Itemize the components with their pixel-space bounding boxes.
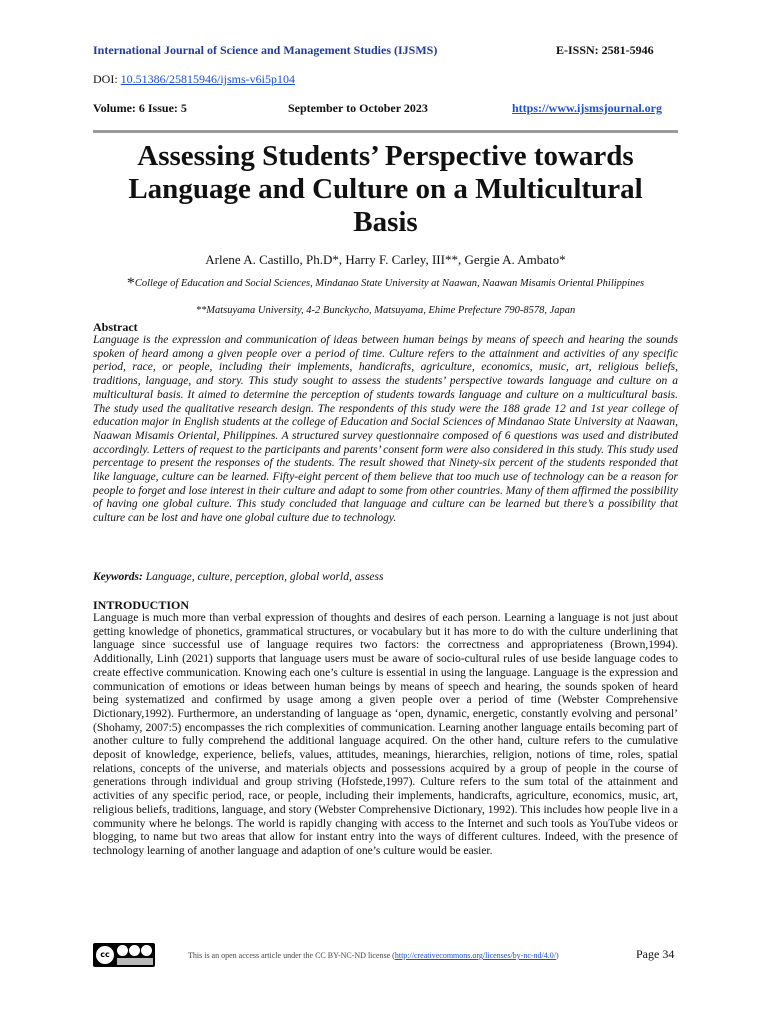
affiliation-2: **Matsuyama University, 4-2 Bunckycho, Matsuyama, Ehime Prefecture 790-8578, Japan — [195, 305, 576, 316]
publication-period: September to October 2023 — [288, 101, 428, 115]
abstract-text: Language is the expression and communication of ideas between human beings by means of speech and hearing the sounds spoken of heard among a given people over a period of time. Culture refers to the attainment and activities of any specific period, race, or people, including their implements, handicrafts, agriculture, economics, music, art, religious beliefs, traditions, language, and story. This study sought to assess the students’ perspective towards language and culture on a multicultural basis. It aimed to determine the perception of students towards language and culture on a multicultural basis. The study used the qualitative research design. The respondents of this study were the 188 grade 12 and 1st year college of education major in English students at the college of Education and Social Sciences of Mindanao State University at Naawan, Naawan Misamis Oriental, Philippines. A structured survey questionnaire composed of 6 questions was used and distributed accordingly. Letters of request to the participants and parents’ consent form were also considered in this study. This study used percentage to present the responses of the students. The result showed that Ninety-six percent of the students responded that like language, culture can be learned. Fifty-eight percent of them believe that too much use of technology can be a reason for people to forget and lose interest in their culture and adapt to some from other countries. Many of them affirmed the possibility of having one global culture. This study concluded that language and culture can be learned but there’s a possibility that culture can be lost and have one global culture due to technology. — [93, 334, 678, 525]
affiliation-1-text: College of Education and Social Sciences, Mindanao State University at Naawan, Naawan Misamis Oriental Philippines — [134, 278, 645, 289]
doi-label: DOI: — [93, 72, 121, 86]
keywords — [93, 571, 678, 583]
keywords-label: Keywords: — [93, 571, 143, 583]
cc-icon: cc — [96, 946, 114, 964]
article-title: Assessing Students’ Perspective towards Language and Culture on a Multicultural Basis — [128, 140, 643, 238]
doi-line — [93, 72, 295, 87]
introduction-text: Language is much more than verbal expression of thoughts and desires of each person. Learning a language is not just about getting knowledge of phonetics, grammatical structures, or vocabulary but it has more to do with the culture underlining that language since successful use of language requires two factors: the correctness and appropriateness (Brown,1994). Additionally, Linh (2021) supports that language users must be aware of socio-cultural rules of use beside language codes to create effective communication. Knowing each one’s culture is essential in using the language. Language is the expression and communication of emotions or ideas between human beings by means of speech and hearing, the sounds spoken of heard being systematized and confirmed by usage among a given people over a period of time (Webster Comprehensive Dictionary,1992). Furthermore, an understanding of language as ‘open, dynamic, energetic, constantly evolving and personal’ (Shohamy, 2007:5) encompasses the rich complexities of communication. Learning another language entails becoming part of another culture to fully comprehend the additional language acquired. On the other hand, culture refers to the cumulative deposit of knowledge, experience, beliefs, values, attitudes, meanings, hierarchies, religion, notions of time, roles, spatial relations, concepts of the universe, and materials objects and possessions acquired by a group of people in the course of generations through individual and group striving (Hofstede,1997). Culture refers to the sum total of the attainment and activities of any specific period, race, or people, including their implements, handicrafts, agriculture, economics, music, art, religious beliefs, traditions, language, and story (Webster Comprehensive Dictionary, 1992). This includes how people live in a community where he belongs. The world is rapidly changing with access to the Internet and such tools as YouTube videos or blogging, to name but two areas that allow for instant entry into the ways of different cultures. Indeed, with the presence of technology learning of another language and adaption of one’s culture would be easier. — [93, 612, 678, 857]
volume-issue: Volume: 6 Issue: 5 — [93, 101, 187, 115]
affiliation-star: * — [126, 275, 135, 292]
header-divider — [93, 130, 678, 133]
cc-license-badge[interactable] — [93, 943, 155, 967]
nd-icon — [141, 945, 152, 956]
cc-badge-label-strip — [117, 958, 153, 965]
introduction-heading: INTRODUCTION — [93, 598, 190, 612]
nc-icon — [129, 945, 140, 956]
doi-link[interactable]: 10.51386/25815946/ijsms-v6i5p104 — [120, 72, 296, 86]
license-text: This is an open access article under the CC BY-NC-ND license ( — [188, 951, 395, 960]
issn: E-ISSN: 2581-5946 — [556, 43, 654, 57]
abstract-heading: Abstract — [93, 320, 138, 334]
license-close: ) — [556, 951, 559, 960]
page-number: Page 34 — [636, 947, 675, 961]
affiliation-1 — [93, 277, 678, 290]
keywords-text: Language, culture, perception, global world, assess — [142, 571, 384, 583]
journal-website-link[interactable]: https://www.ijsmsjournal.org — [512, 101, 663, 115]
license-statement — [188, 951, 559, 960]
article-authors: Arlene A. Castillo, Ph.D*, Harry F. Carley, III**, Gergie A. Ambato* — [205, 252, 566, 267]
journal-name: International Journal of Science and Management Studies (IJSMS) — [93, 43, 438, 57]
license-link[interactable]: http://creativecommons.org/licenses/by-nc-nd/4.0/ — [394, 951, 556, 960]
by-icon — [117, 945, 128, 956]
